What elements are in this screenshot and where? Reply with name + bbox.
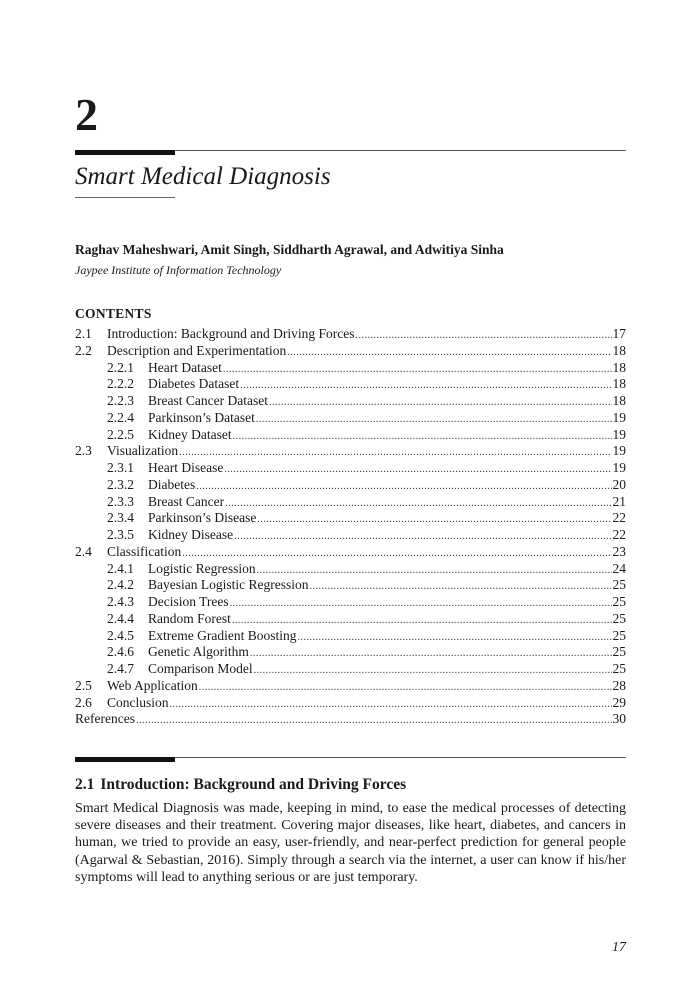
toc-entry-title: Logistic Regression (148, 560, 256, 576)
toc-leader-dots (223, 362, 612, 379)
toc-entry-page: 19 (612, 443, 626, 459)
toc-entry-number: 2.3.5 (107, 527, 134, 542)
toc-entry-number: 2.2.3 (107, 393, 134, 408)
toc-entry-page: 25 (612, 577, 626, 593)
toc-entry-title: Visualization (107, 443, 179, 459)
toc-leader-dots (240, 378, 611, 395)
contents-heading: CONTENTS (75, 306, 152, 321)
toc-leader-dots (256, 412, 612, 429)
toc-entry-number: 2.2.4 (107, 409, 134, 425)
toc-leader-dots (234, 529, 611, 546)
toc-leader-dots (196, 479, 611, 496)
toc-entry (75, 695, 626, 712)
toc-entry-number: 2.2 (75, 342, 92, 358)
section-title: Introduction: Background and Driving Forces (100, 776, 407, 793)
toc-entry-page: 25 (612, 594, 626, 609)
toc-entry (75, 393, 626, 410)
chapter-title: Smart Medical Diagnosis (75, 163, 331, 190)
toc-entry (75, 510, 626, 527)
toc-entry-page: 24 (612, 560, 626, 576)
toc-leader-dots (269, 395, 612, 412)
toc-entry (75, 477, 626, 494)
table-of-contents (75, 326, 626, 728)
toc-entry-page: 19 (612, 460, 626, 475)
title-underline (75, 197, 175, 198)
toc-entry-title: Breast Cancer (148, 493, 225, 509)
toc-leader-dots (287, 345, 611, 362)
toc-entry-page: 23 (612, 543, 626, 559)
chapter-number: 2 (75, 89, 98, 140)
toc-entry-title: Kidney Disease (148, 527, 234, 542)
toc-entry-number: 2.3.3 (107, 493, 134, 509)
toc-entry-number: 2.2.1 (107, 359, 134, 375)
toc-entry-number: 2.4.3 (107, 594, 134, 609)
toc-entry-title: Random Forest (148, 610, 231, 626)
toc-entry-title: References (75, 711, 135, 727)
toc-entry-title: Parkinson’s Disease (148, 510, 257, 526)
toc-entry-page: 19 (612, 426, 626, 442)
author-affiliation: Jaypee Institute of Information Technology (75, 263, 282, 277)
toc-entry (75, 594, 626, 611)
toc-entry-page: 18 (612, 393, 626, 408)
section-rule-accent (75, 757, 175, 762)
toc-entry (75, 460, 626, 477)
toc-leader-dots (297, 630, 611, 647)
toc-entry-title: Parkinson’s Dataset (148, 409, 255, 425)
toc-entry-number: 2.3.1 (107, 460, 134, 475)
toc-entry-number: 2.2.5 (107, 426, 134, 442)
author-list: Raghav Maheshwari, Amit Singh, Siddharth Agrawal, and Adwitiya Sinha (75, 242, 504, 257)
toc-entry-number: 2.4.6 (107, 644, 134, 660)
toc-leader-dots (257, 512, 611, 529)
toc-entry-page: 18 (612, 342, 626, 358)
toc-entry-number: 2.3.2 (107, 476, 134, 492)
toc-leader-dots (136, 713, 612, 730)
toc-entry (75, 527, 626, 544)
toc-entry-title: Extreme Gradient Boosting (148, 627, 297, 643)
toc-leader-dots (170, 697, 612, 714)
toc-leader-dots (233, 429, 612, 446)
toc-entry-number: 2.6 (75, 694, 92, 710)
toc-entry-page: 25 (612, 661, 626, 676)
toc-entry (75, 661, 626, 678)
toc-entry (75, 644, 626, 661)
toc-entry (75, 410, 626, 427)
toc-entry (75, 561, 626, 578)
toc-entry (75, 427, 626, 444)
toc-entry-title: Genetic Algorithm (148, 644, 249, 660)
toc-entry (75, 376, 626, 393)
toc-entry-title: Web Application (107, 677, 198, 693)
toc-leader-dots (199, 680, 612, 697)
toc-entry (75, 443, 626, 460)
toc-entry-number: 2.3 (75, 443, 92, 459)
toc-entry-title: Description and Experimentation (107, 342, 287, 358)
toc-entry-title: Comparison Model (148, 661, 253, 676)
toc-entry (75, 326, 626, 343)
toc-entry-title: Decision Trees (148, 594, 229, 609)
toc-leader-dots (254, 663, 612, 680)
toc-entry-number: 2.3.4 (107, 510, 134, 526)
toc-entry-page: 22 (612, 510, 626, 526)
toc-entry-number: 2.4 (75, 543, 92, 559)
body-paragraph: Smart Medical Diagnosis was made, keeping in mind, to ease the medical processes of detecting severe diseases and their treatment. Covering major diseases, like heart, diabetes, and cancers in human, we tried to provide an easy, user-friendly, and near-perfect prediction for general people (Agarwal & Sebastian, 2016). Simply through a search via the internet, a user can know if his/her symptoms will lead to anything serious or are just temporary. (75, 801, 626, 885)
toc-leader-dots (257, 563, 612, 580)
toc-entry-page: 18 (612, 376, 626, 392)
toc-leader-dots (355, 328, 611, 345)
toc-entry-title: Heart Dataset (148, 359, 222, 375)
toc-entry-page: 25 (612, 644, 626, 660)
toc-entry-number: 2.4.4 (107, 610, 134, 626)
toc-entry-number: 2.4.5 (107, 627, 134, 643)
toc-entry-page: 21 (612, 493, 626, 509)
toc-entry-title: Conclusion (107, 694, 169, 710)
toc-entry-page: 30 (612, 711, 626, 727)
toc-entry-number: 2.2.2 (107, 376, 134, 392)
toc-entry-number: 2.4.1 (107, 560, 134, 576)
toc-entry-page: 17 (612, 326, 626, 341)
toc-entry-page: 25 (612, 627, 626, 643)
toc-leader-dots (309, 579, 611, 596)
toc-leader-dots (224, 462, 611, 479)
toc-entry (75, 611, 626, 628)
toc-entry (75, 544, 626, 561)
toc-entry-title: Kidney Dataset (148, 426, 232, 442)
toc-entry (75, 711, 626, 728)
toc-entry-number: 2.1 (75, 326, 92, 341)
toc-entry-title: Classification (107, 543, 182, 559)
toc-entry (75, 678, 626, 695)
toc-entry-title: Introduction: Background and Driving Forces (107, 326, 355, 341)
toc-entry-page: 20 (612, 476, 626, 492)
section-heading (75, 776, 406, 794)
toc-entry-page: 28 (612, 677, 626, 693)
section-number: 2.1 (75, 776, 95, 793)
toc-entry-title: Diabetes (148, 476, 196, 492)
toc-entry-page: 29 (612, 694, 626, 710)
toc-entry-title: Bayesian Logistic Regression (148, 577, 309, 593)
toc-leader-dots (225, 496, 611, 513)
toc-entry-page: 18 (612, 359, 626, 375)
toc-entry (75, 494, 626, 511)
toc-entry-title: Heart Disease (148, 460, 224, 475)
page-number: 17 (612, 940, 626, 955)
toc-leader-dots (230, 596, 612, 613)
toc-entry (75, 343, 626, 360)
toc-entry-page: 25 (612, 610, 626, 626)
toc-entry (75, 577, 626, 594)
toc-entry-page: 22 (612, 527, 626, 542)
toc-entry-page: 19 (612, 409, 626, 425)
toc-entry-number: 2.4.7 (107, 661, 134, 676)
toc-entry-number: 2.5 (75, 677, 92, 693)
toc-entry-title: Diabetes Dataset (148, 376, 240, 392)
toc-entry (75, 628, 626, 645)
toc-leader-dots (179, 445, 611, 462)
toc-leader-dots (250, 646, 612, 663)
toc-entry (75, 360, 626, 377)
chapter-rule-accent (75, 150, 175, 155)
toc-entry-number: 2.4.2 (107, 577, 134, 593)
toc-entry-title: Breast Cancer Dataset (148, 393, 268, 408)
